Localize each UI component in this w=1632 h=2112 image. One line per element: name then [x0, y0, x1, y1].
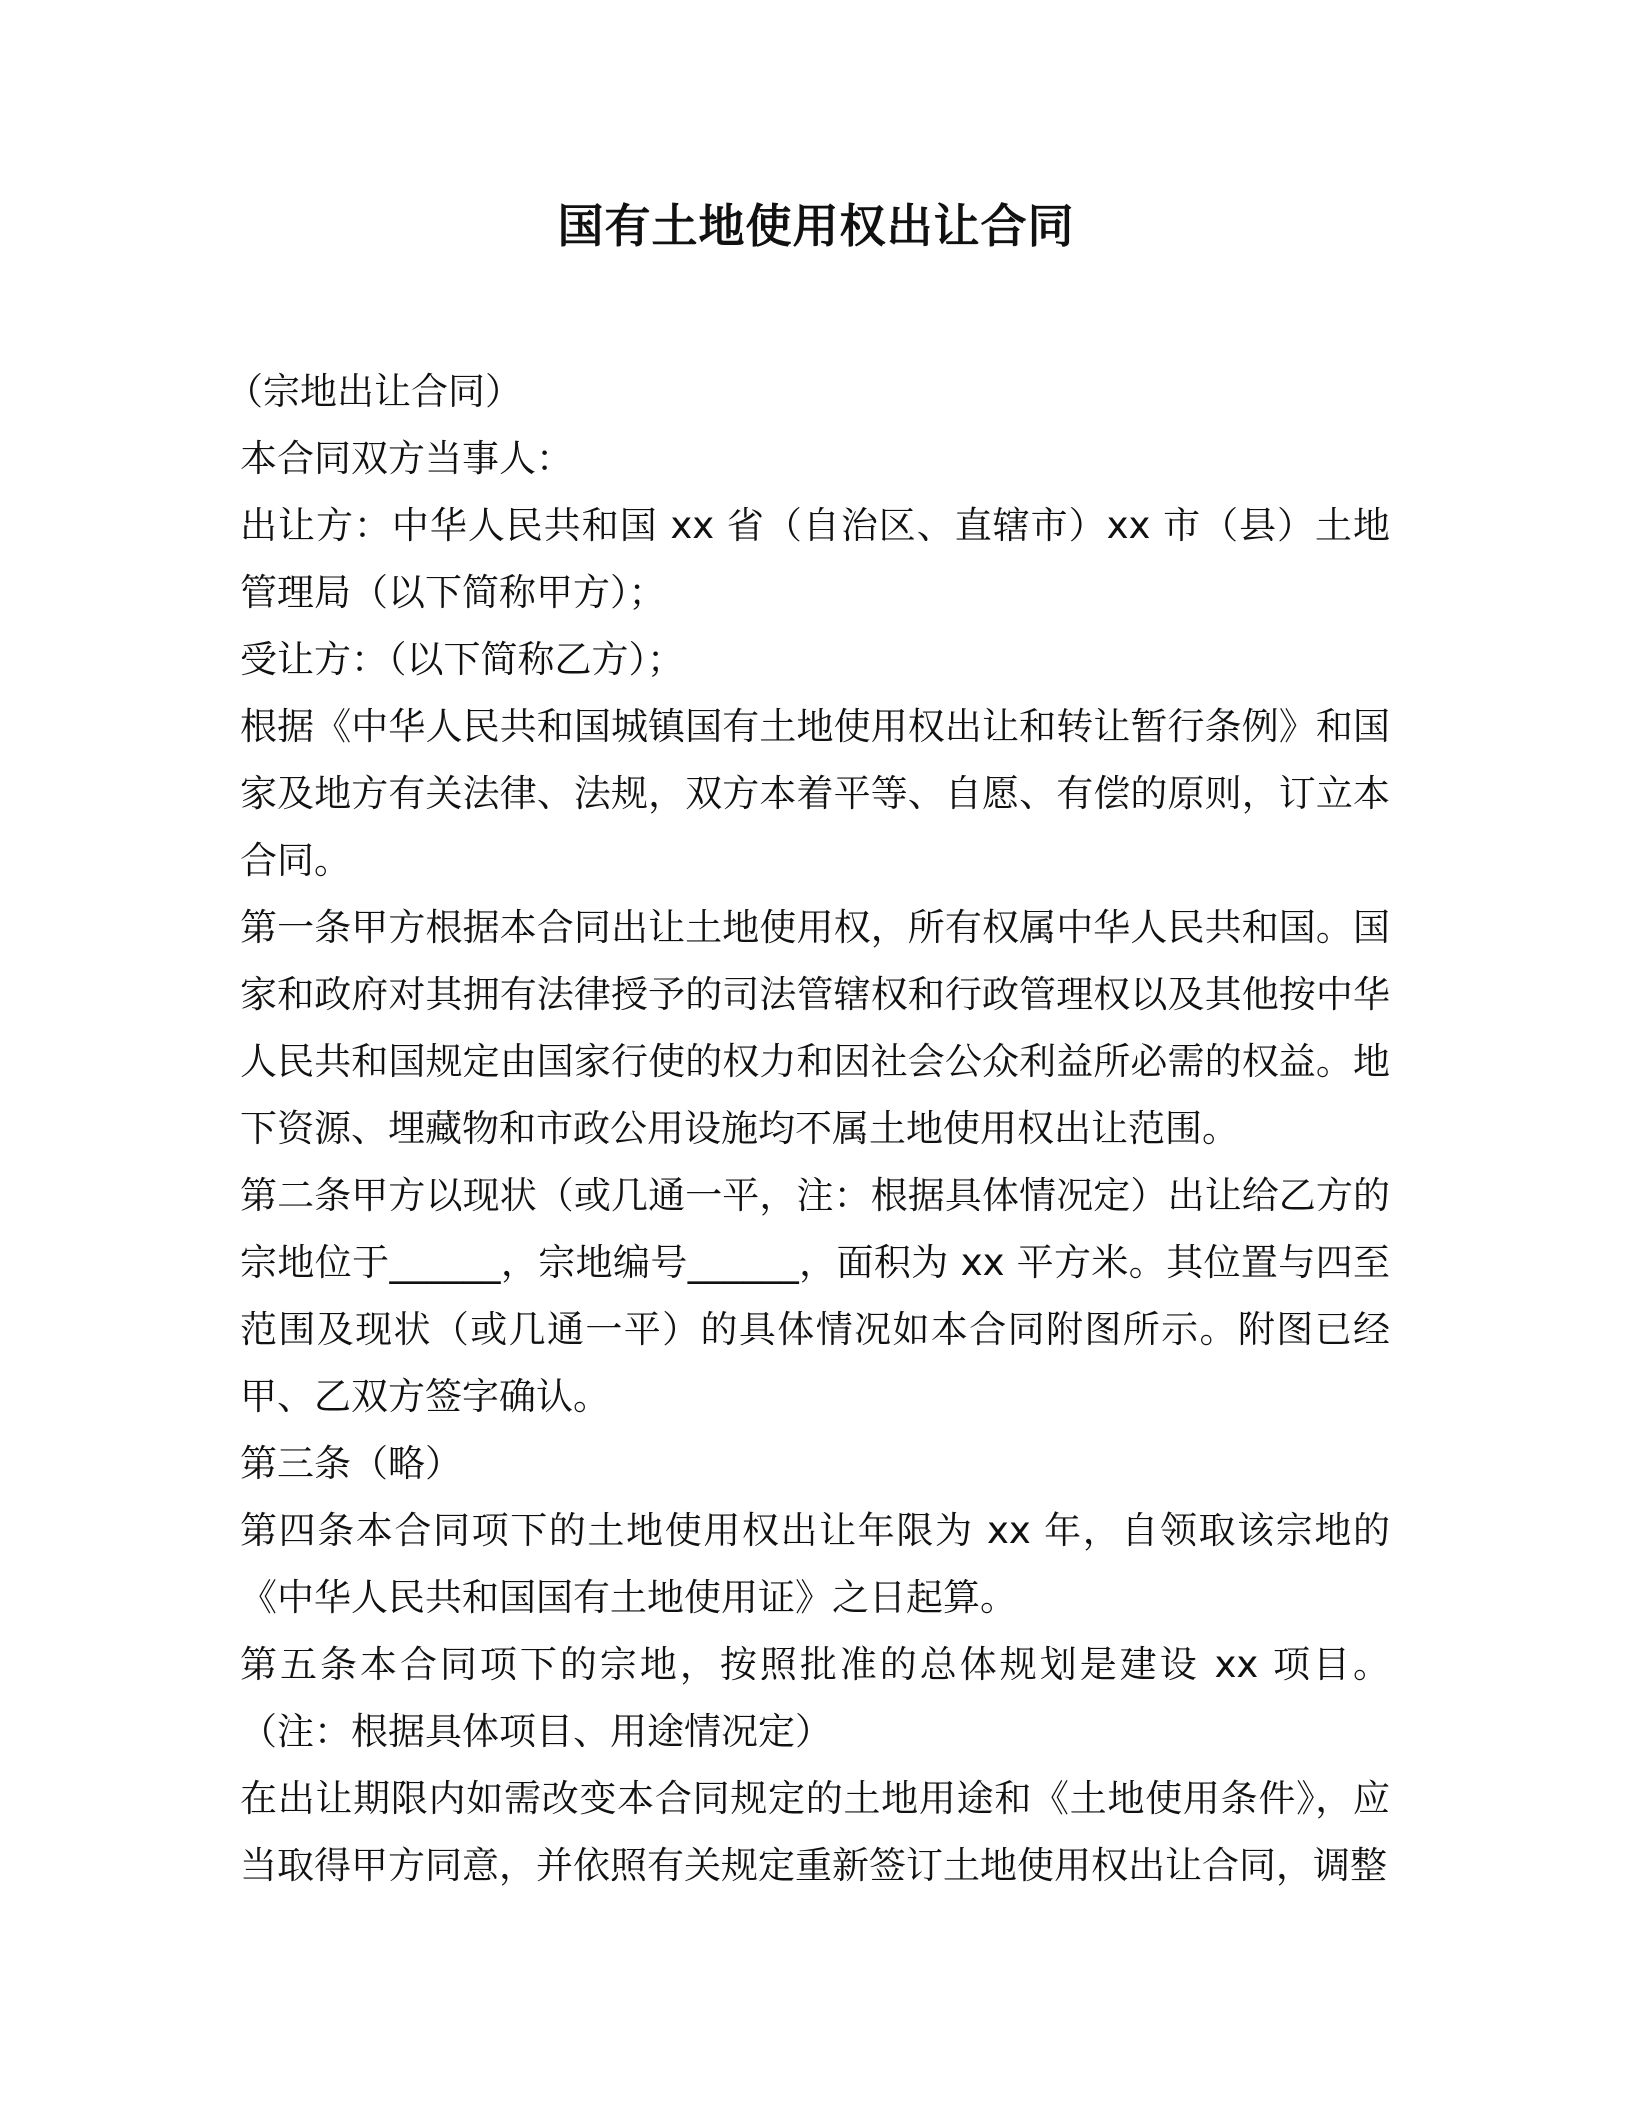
article-2: 第二条甲方以现状（或几通一平，注：根据具体情况定）出让给乙方的宗地位于______，宗地编号______，面积为 xx 平方米。其位置与四至范围及现状（或几通一平）的具体情况如本合同附图所示。附图已经甲、乙双方签字确认。 [240, 1174, 1390, 1418]
article-5: 第五条本合同项下的宗地，按照批准的总体规划是建设 xx 项目。（注：根据具体项目、用途情况定） [240, 1643, 1390, 1753]
article-3: 第三条（略） [240, 1442, 462, 1485]
parties-heading: 本合同双方当事人： [240, 437, 573, 480]
document-title: 国有土地使用权出让合同 [557, 199, 1075, 253]
grantee-paragraph: 受让方：（以下简称乙方）； [240, 638, 684, 681]
grantor-paragraph: 出让方：中华人民共和国 xx 省（自治区、直辖市）xx 市（县）土地管理局（以下简称甲方）； [240, 504, 1390, 614]
preamble-paragraph: 根据《中华人民共和国城镇国有土地使用权出让和转让暂行条例》和国家及地方有关法律、法规，双方本着平等、自愿、有偿的原则，订立本合同。 [240, 705, 1390, 882]
land-use-change-paragraph: 在出让期限内如需改变本合同规定的土地用途和《土地使用条件》，应当取得甲方同意，并依照有关规定重新签订土地使用权出让合同，调整 [240, 1777, 1390, 1887]
document-body [226, 358, 1390, 1899]
article-4: 第四条本合同项下的土地使用权出让年限为 xx 年，自领取该宗地的《中华人民共和国国有土地使用证》之日起算。 [240, 1509, 1390, 1619]
contract-type-subtitle: （宗地出让合同） [226, 370, 522, 413]
article-1: 第一条甲方根据本合同出让土地使用权，所有权属中华人民共和国。国家和政府对其拥有法律授予的司法管辖权和行政管理权以及其他按中华人民共和国规定由国家行使的权力和因社会公众利益所必需的权益。地下资源、埋藏物和市政公用设施均不属土地使用权出让范围。 [240, 906, 1390, 1150]
